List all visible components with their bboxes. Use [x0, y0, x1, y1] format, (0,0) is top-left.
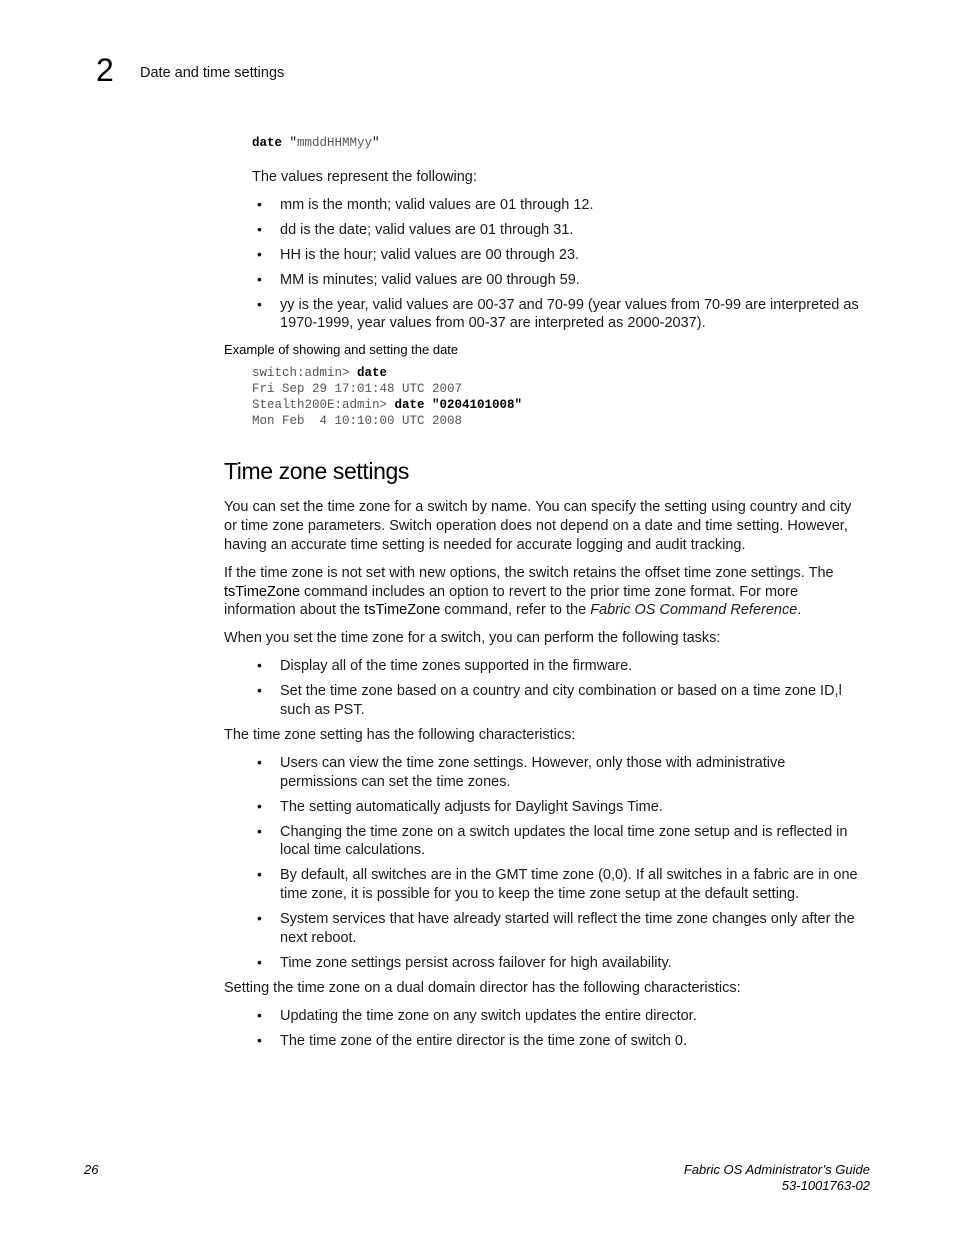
code-prompt: switch:admin> [252, 366, 358, 380]
section-title: Time zone settings [224, 458, 409, 484]
syntax-argument: mmddHHMMyy [297, 136, 373, 150]
syntax-command: date [252, 136, 283, 150]
page-number: 26 [84, 1162, 99, 1177]
paragraph-line: having an accurate time setting is needed for accurate logging and audit tracking. [224, 537, 746, 553]
paragraph-text: command, refer to the [440, 602, 591, 618]
bullet-marker: • [257, 1007, 262, 1023]
paragraph-line: You can set the time zone for a switch by name. You can specify the setting using country and city [224, 499, 852, 515]
list-item: Set the time zone based on a country and city combination or based on a time zone ID,l [280, 683, 842, 699]
bullet-marker: • [257, 823, 262, 839]
reference-title: Fabric OS Command Reference [590, 602, 798, 618]
bullet-marker: • [257, 954, 262, 970]
list-item: Changing the time zone on a switch updates the local time zone setup and is reflected in [280, 824, 848, 840]
list-item: By default, all switches are in the GMT time zone (0,0). If all switches in a fabric are in one [280, 867, 858, 883]
bullet-marker: • [257, 271, 262, 287]
bullet-marker: • [257, 866, 262, 882]
values-intro: The values represent the following: [252, 169, 477, 185]
paragraph-text: . [797, 602, 802, 618]
paragraph-text: command includes an option to revert to the prior time zone format. For more [300, 584, 799, 600]
code-command: date [357, 366, 388, 380]
list-item: Updating the time zone on any switch updates the entire director. [280, 1008, 697, 1024]
bullet-marker: • [257, 246, 262, 262]
chapter-number: 2 [96, 52, 114, 88]
code-line [252, 398, 522, 412]
doc-number: 53-1001763-02 [781, 1178, 870, 1193]
bullet-marker: • [257, 754, 262, 770]
list-item: System services that have already started will reflect the time zone changes only after the [280, 911, 855, 927]
list-item-continuation: 1970-1999, year values from 00-37 are interpreted as 2000-2037). [280, 315, 706, 331]
example-heading: Example of showing and setting the date [224, 342, 459, 357]
list-item: Time zone settings persist across failover for high availability. [280, 955, 672, 971]
list-item: The time zone of the entire director is the time zone of switch 0. [280, 1033, 687, 1049]
list-item: Display all of the time zones supported in the firmware. [280, 658, 633, 674]
paragraph-line: Setting the time zone on a dual domain director has the following characteristics: [224, 980, 741, 996]
paragraph-line [224, 601, 872, 620]
bullet-marker: • [257, 296, 262, 312]
command-name: tsTimeZone [224, 584, 301, 600]
syntax-quote-close: " [372, 136, 380, 150]
bullet-marker: • [257, 910, 262, 926]
paragraph-text: information about the [224, 602, 365, 618]
paragraph-line: The time zone setting has the following characteristics: [224, 727, 576, 743]
list-item-continuation: local time calculations. [280, 842, 426, 858]
code-command: date "0204101008" [394, 398, 523, 412]
list-item: dd is the date; valid values are 01 through 31. [280, 222, 574, 238]
list-item-continuation: such as PST. [280, 702, 365, 718]
bullet-marker: • [257, 196, 262, 212]
list-item: HH is the hour; valid values are 00 through 23. [280, 247, 580, 263]
paragraph-line: When you set the time zone for a switch, you can perform the following tasks: [224, 630, 721, 646]
bullet-marker: • [257, 1032, 262, 1048]
code-line [252, 366, 387, 380]
paragraph-line: or time zone parameters. Switch operation does not depend on a date and time setting. However, [224, 518, 848, 534]
paragraph-line [224, 583, 872, 602]
list-item-continuation: permissions can set the time zones. [280, 774, 511, 790]
list-item: Users can view the time zone settings. However, only those with administrative [280, 755, 786, 771]
list-item: MM is minutes; valid values are 00 through 59. [280, 272, 580, 288]
syntax-line [252, 136, 380, 150]
list-item: The setting automatically adjusts for Daylight Savings Time. [280, 799, 663, 815]
bullet-marker: • [257, 682, 262, 698]
list-item: yy is the year, valid values are 00-37 and 70-99 (year values from 70-99 are interpreted as [280, 297, 859, 313]
list-item-continuation: time zone, it is possible for you to keep the time zone setup at the default setting. [280, 886, 800, 902]
guide-title: Fabric OS Administrator’s Guide [683, 1162, 870, 1177]
bullet-marker: • [257, 221, 262, 237]
syntax-quote-open: " [282, 136, 298, 150]
chapter-title: Date and time settings [140, 65, 285, 81]
list-item: mm is the month; valid values are 01 through 12. [280, 197, 594, 213]
list-item-continuation: next reboot. [280, 930, 357, 946]
code-line: Mon Feb 4 10:10:00 UTC 2008 [252, 414, 463, 428]
code-line: Fri Sep 29 17:01:48 UTC 2007 [252, 382, 463, 396]
bullet-marker: • [257, 798, 262, 814]
paragraph-line: If the time zone is not set with new options, the switch retains the offset time zone settings. The [224, 565, 834, 581]
bullet-marker: • [257, 657, 262, 673]
code-prompt: Stealth200E:admin> [252, 398, 395, 412]
command-name: tsTimeZone [364, 602, 441, 618]
